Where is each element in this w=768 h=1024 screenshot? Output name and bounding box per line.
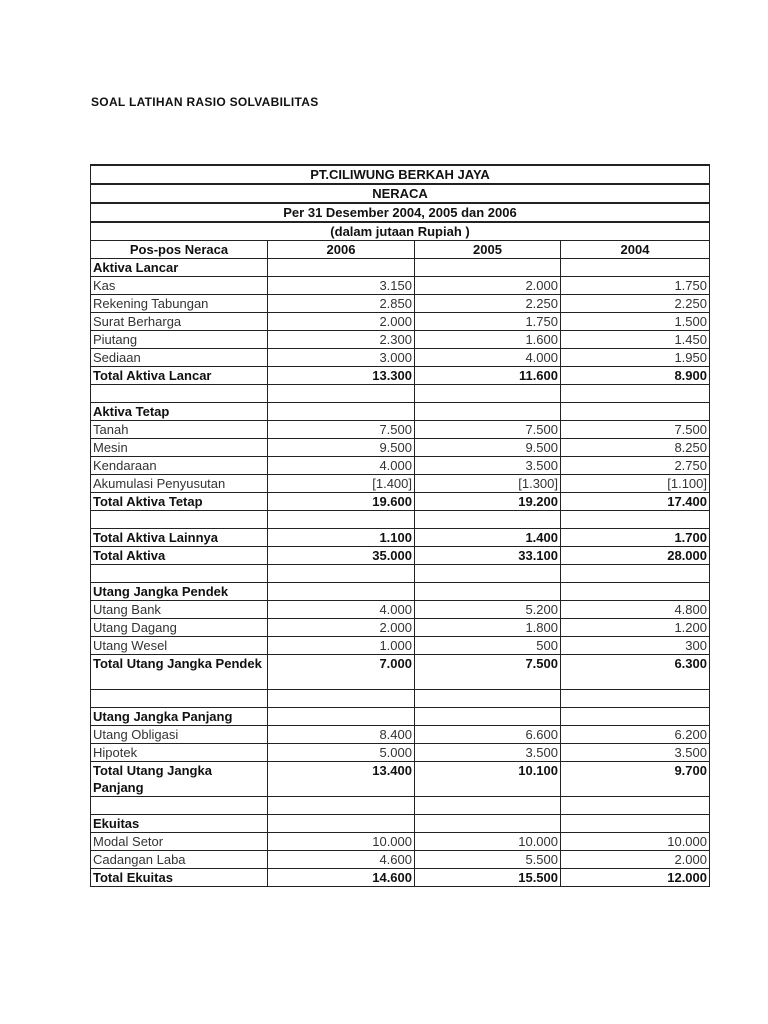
value-2005: 9.500 <box>415 439 561 457</box>
column-header-2004: 2004 <box>561 241 710 259</box>
value-2005: 6.600 <box>415 726 561 744</box>
total-row <box>91 655 710 690</box>
empty-cell <box>561 708 710 726</box>
line-item-row <box>91 439 710 457</box>
value-2005: 5.500 <box>415 851 561 869</box>
value-2004: 12.000 <box>561 869 710 887</box>
value-2004: 2.250 <box>561 295 710 313</box>
value-2004: 28.000 <box>561 547 710 565</box>
row-label: Modal Setor <box>91 833 268 851</box>
empty-cell <box>415 565 561 583</box>
total-row <box>91 367 710 385</box>
row-label: Piutang <box>91 331 268 349</box>
value-2006: 5.000 <box>268 744 415 762</box>
value-2006: 3.000 <box>268 349 415 367</box>
value-2006: 13.400 <box>268 762 415 797</box>
total-row <box>91 529 710 547</box>
value-2004: 9.700 <box>561 762 710 797</box>
total-row <box>91 762 710 797</box>
value-2005: 1.400 <box>415 529 561 547</box>
value-2005: 10.100 <box>415 762 561 797</box>
value-2004: 300 <box>561 637 710 655</box>
value-2005: 15.500 <box>415 869 561 887</box>
empty-cell <box>91 565 268 583</box>
value-2006: 3.150 <box>268 277 415 295</box>
value-2006: 4.000 <box>268 457 415 475</box>
line-item-row <box>91 619 710 637</box>
value-2004: 4.800 <box>561 601 710 619</box>
value-2004: 1.450 <box>561 331 710 349</box>
empty-cell <box>561 259 710 277</box>
empty-cell <box>415 583 561 601</box>
column-header-2006: 2006 <box>268 241 415 259</box>
empty-cell <box>268 583 415 601</box>
blank-row <box>91 385 710 403</box>
value-2006: 35.000 <box>268 547 415 565</box>
empty-cell <box>268 385 415 403</box>
empty-cell <box>268 815 415 833</box>
empty-cell <box>268 690 415 708</box>
value-2004: 17.400 <box>561 493 710 511</box>
row-label: Total Aktiva Lancar <box>91 367 268 385</box>
empty-cell <box>268 565 415 583</box>
value-2006: 4.000 <box>268 601 415 619</box>
line-item-row <box>91 313 710 331</box>
row-label: Total Aktiva Lainnya <box>91 529 268 547</box>
empty-cell <box>561 403 710 421</box>
empty-cell <box>561 690 710 708</box>
value-2005: 3.500 <box>415 744 561 762</box>
document-title: SOAL LATIHAN RASIO SOLVABILITAS <box>91 95 319 109</box>
value-2006: [1.400] <box>268 475 415 493</box>
value-2005: [1.300] <box>415 475 561 493</box>
value-2006: 2.300 <box>268 331 415 349</box>
empty-cell <box>561 815 710 833</box>
statement-title-row <box>91 184 710 203</box>
value-2004: 1.950 <box>561 349 710 367</box>
empty-cell <box>268 797 415 815</box>
value-2004: 2.000 <box>561 851 710 869</box>
value-2005: 2.250 <box>415 295 561 313</box>
value-2006: 2.000 <box>268 313 415 331</box>
empty-cell <box>561 797 710 815</box>
line-item-row <box>91 601 710 619</box>
column-header-item: Pos-pos Neraca <box>91 241 268 259</box>
column-header-2005: 2005 <box>415 241 561 259</box>
value-2006: 8.400 <box>268 726 415 744</box>
empty-cell <box>415 259 561 277</box>
value-2005: 19.200 <box>415 493 561 511</box>
row-label: Utang Wesel <box>91 637 268 655</box>
empty-cell <box>91 385 268 403</box>
line-item-row <box>91 637 710 655</box>
row-label: Rekening Tabungan <box>91 295 268 313</box>
value-2006: 13.300 <box>268 367 415 385</box>
row-label: Utang Dagang <box>91 619 268 637</box>
company-name: PT.CILIWUNG BERKAH JAYA <box>91 165 710 184</box>
value-2006: 7.000 <box>268 655 415 690</box>
section-header-row <box>91 708 710 726</box>
blank-row <box>91 565 710 583</box>
section-label: Aktiva Lancar <box>91 259 268 277</box>
empty-cell <box>561 511 710 529</box>
empty-cell <box>415 385 561 403</box>
value-2004: 10.000 <box>561 833 710 851</box>
section-header-row <box>91 815 710 833</box>
value-2004: 1.500 <box>561 313 710 331</box>
section-header-row <box>91 259 710 277</box>
row-label: Kas <box>91 277 268 295</box>
value-2004: 3.500 <box>561 744 710 762</box>
value-2004: 8.900 <box>561 367 710 385</box>
row-label: Mesin <box>91 439 268 457</box>
unit-text: (dalam jutaan Rupiah ) <box>91 222 710 241</box>
section-label: Ekuitas <box>91 815 268 833</box>
empty-cell <box>415 708 561 726</box>
balance-sheet-table <box>90 164 710 887</box>
line-item-row <box>91 744 710 762</box>
value-2005: 11.600 <box>415 367 561 385</box>
value-2006: 4.600 <box>268 851 415 869</box>
section-label: Aktiva Tetap <box>91 403 268 421</box>
empty-cell <box>268 259 415 277</box>
value-2004: 7.500 <box>561 421 710 439</box>
empty-cell <box>91 797 268 815</box>
line-item-row <box>91 349 710 367</box>
company-name-row <box>91 165 710 184</box>
row-label: Total Ekuitas <box>91 869 268 887</box>
blank-row <box>91 797 710 815</box>
empty-cell <box>268 708 415 726</box>
value-2005: 2.000 <box>415 277 561 295</box>
period-text: Per 31 Desember 2004, 2005 dan 2006 <box>91 203 710 222</box>
value-2006: 9.500 <box>268 439 415 457</box>
row-label: Total Utang Jangka Pendek <box>91 655 268 690</box>
section-label: Utang Jangka Panjang <box>91 708 268 726</box>
line-item-row <box>91 475 710 493</box>
line-item-row <box>91 421 710 439</box>
empty-cell <box>415 690 561 708</box>
value-2006: 19.600 <box>268 493 415 511</box>
value-2006: 2.000 <box>268 619 415 637</box>
row-label: Surat Berharga <box>91 313 268 331</box>
empty-cell <box>561 583 710 601</box>
row-label: Hipotek <box>91 744 268 762</box>
blank-row <box>91 511 710 529</box>
statement-title: NERACA <box>91 184 710 203</box>
value-2004: 8.250 <box>561 439 710 457</box>
row-label: Tanah <box>91 421 268 439</box>
empty-cell <box>268 511 415 529</box>
value-2004: 1.700 <box>561 529 710 547</box>
line-item-row <box>91 295 710 313</box>
row-label: Total Aktiva <box>91 547 268 565</box>
empty-cell <box>561 385 710 403</box>
section-header-row <box>91 403 710 421</box>
line-item-row <box>91 457 710 475</box>
unit-row <box>91 222 710 241</box>
value-2005: 1.600 <box>415 331 561 349</box>
value-2005: 3.500 <box>415 457 561 475</box>
value-2005: 1.800 <box>415 619 561 637</box>
value-2004: 6.200 <box>561 726 710 744</box>
empty-cell <box>415 511 561 529</box>
value-2004: 1.200 <box>561 619 710 637</box>
empty-cell <box>91 690 268 708</box>
value-2005: 5.200 <box>415 601 561 619</box>
value-2006: 1.100 <box>268 529 415 547</box>
total-row <box>91 547 710 565</box>
row-label: Kendaraan <box>91 457 268 475</box>
row-label: Utang Obligasi <box>91 726 268 744</box>
line-item-row <box>91 851 710 869</box>
value-2004: 6.300 <box>561 655 710 690</box>
empty-cell <box>268 403 415 421</box>
value-2005: 7.500 <box>415 655 561 690</box>
value-2005: 500 <box>415 637 561 655</box>
total-row <box>91 869 710 887</box>
period-row <box>91 203 710 222</box>
empty-cell <box>415 815 561 833</box>
value-2005: 7.500 <box>415 421 561 439</box>
value-2004: 2.750 <box>561 457 710 475</box>
value-2005: 4.000 <box>415 349 561 367</box>
value-2005: 33.100 <box>415 547 561 565</box>
empty-cell <box>91 511 268 529</box>
line-item-row <box>91 277 710 295</box>
section-label: Utang Jangka Pendek <box>91 583 268 601</box>
value-2005: 10.000 <box>415 833 561 851</box>
empty-cell <box>561 565 710 583</box>
value-2004: [1.100] <box>561 475 710 493</box>
line-item-row <box>91 833 710 851</box>
row-label: Total Utang Jangka Panjang <box>91 762 268 797</box>
value-2006: 14.600 <box>268 869 415 887</box>
value-2005: 1.750 <box>415 313 561 331</box>
value-2004: 1.750 <box>561 277 710 295</box>
row-label: Akumulasi Penyusutan <box>91 475 268 493</box>
line-item-row <box>91 726 710 744</box>
row-label: Cadangan Laba <box>91 851 268 869</box>
row-label: Total Aktiva Tetap <box>91 493 268 511</box>
value-2006: 10.000 <box>268 833 415 851</box>
line-item-row <box>91 331 710 349</box>
blank-row <box>91 690 710 708</box>
value-2006: 7.500 <box>268 421 415 439</box>
value-2006: 2.850 <box>268 295 415 313</box>
row-label: Sediaan <box>91 349 268 367</box>
section-header-row <box>91 583 710 601</box>
value-2006: 1.000 <box>268 637 415 655</box>
total-row <box>91 493 710 511</box>
empty-cell <box>415 797 561 815</box>
column-header-row <box>91 241 710 259</box>
empty-cell <box>415 403 561 421</box>
row-label: Utang Bank <box>91 601 268 619</box>
